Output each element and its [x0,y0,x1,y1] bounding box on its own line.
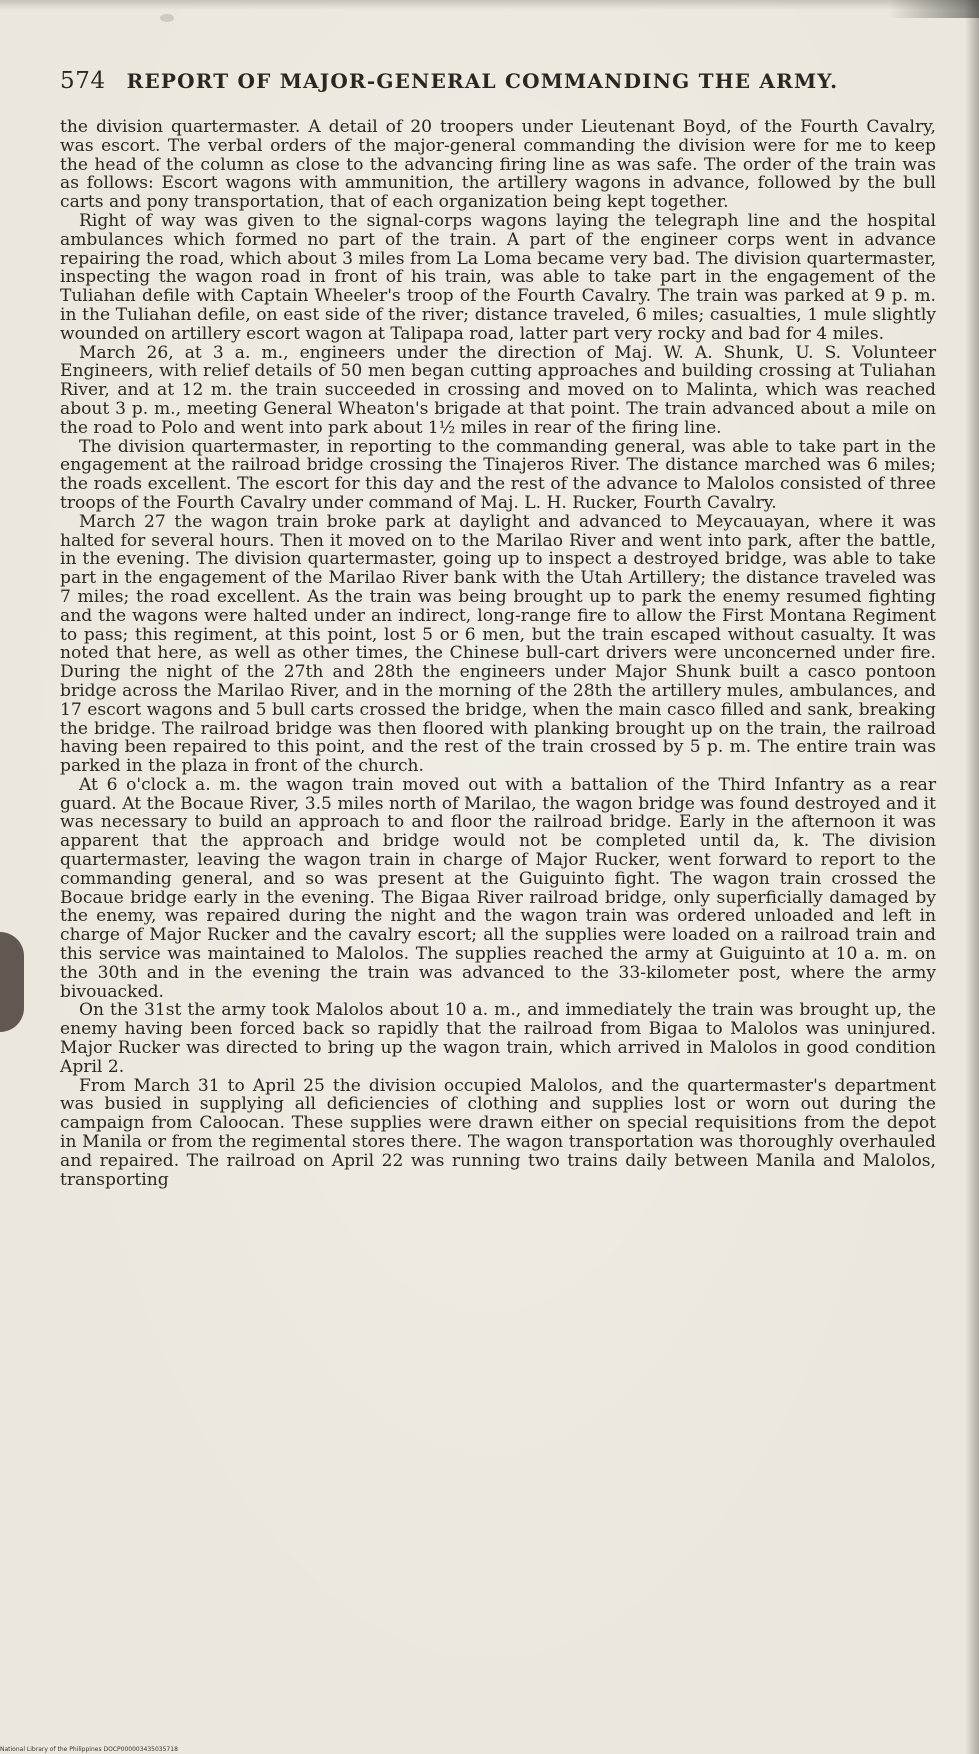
paragraph-4: The division quartermaster, in reporting to the commanding general, was able to take part in the engagement at the railroad bridge crossing the Tinajeros River. The distance marched was 6 miles; the roads excellent. The escort for this day and the rest of the advance to Malolos consisted of three troops of the Fourth Cavalry under command of Maj. L. H. Rucker, Fourth Cavalry. [60,436,936,513]
running-title: REPORT OF MAJOR-GENERAL COMMANDING THE ARMY. [126,69,839,93]
paragraph-2: Right of way was given to the signal-corps wagons laying the telegraph line and the hospital ambulances which formed no part of the train. A part of the engineer corps went in advance repairing the road, which about 3 miles from La Loma became very bad. The division quartermaster, inspecting the wagon road in front of his train, was able to take part in the engagement of the Tuliahan defile with Captain Wheeler's troop of the Fourth Cavalry. The train was parked at 9 p. m. in the Tuliahan defile, on east side of the river; distance traveled, 6 miles; casualties, 1 mule slightly wounded on artillery escort wagon at Talipapa road, latter part very rocky and bad for 4 miles. [60,210,936,344]
paragraph-8: From March 31 to April 25 the division occupied Malolos, and the quartermaster's department was busied in supplying all deficiencies of clothing and supplies lost or worn out during the campaign from Caloocan. These supplies were drawn either on special requisitions from the depot in Manila or from the regimental stores there. The wagon transportation was thoroughly overhauled and repaired. The railroad on April 22 was running two trains daily between Manila and Malolos, transporting [60,1075,936,1190]
paragraph-5: March 27 the wagon train broke park at daylight and advanced to Meycauayan, where it was halted for several hours. Then it moved on to the Marilao River and went into park, after the battle, in the evening. The division quartermaster, going up to inspect a destroyed bridge, was able to take part in the engagement of the Marilao River bank with the Utah Artillery; the distance traveled was 7 miles; the road excellent. As the train was being brought up to park the enemy resumed fighting and the wagons were halted under an indirect, long-range fire to allow the First Montana Regiment to pass; this regiment, at this point, lost 5 or 6 men, but the train escaped without casualty. It was noted that here, as well as other times, the Chinese bull-cart drivers were unconcerned under fire. During the night of the 27th and 28th the engineers under Major Shunk built a casco pontoon bridge across the Marilao River, and in the morning of the 28th the artillery mules, ambulances, and 17 escort wagons and 5 bull carts crossed the bridge, when the main casco filled and sank, breaking the bridge. The railroad bridge was then floored with planking brought up on the train, the railroad having been repaired to this point, and the rest of the train crossed by 5 p. m. The entire train was parked in the plaza in front of the church. [60,511,936,777]
page-number: 574 [60,68,106,94]
library-imprint: National Library of the Philippines DOCP000003435035718 [0,1746,178,1753]
paragraph-7: On the 31st the army took Malolos about 10 a. m., and immediately the train was brought up, the enemy having been forced back so rapidly that the railroad from Bigaa to Malolos was uninjured. Major Rucker was directed to bring up the wagon train, which arrived in Malolos in good condition April 2. [60,1000,936,1077]
paragraph-6: At 6 o'clock a. m. the wagon train moved out with a battalion of the Third Infantry as a rear guard. At the Bocaue River, 3.5 miles north of Marilao, the wagon bridge was found destroyed and it was necessary to build an approach to and floor the railroad bridge. Early in the afternoon it was apparent that the approach and bridge would not be completed until da, k. The division quartermaster, leaving the wagon train in charge of Major Rucker, went forward to report to the commanding general, and so was present at the Guiguinto fight. The wagon train crossed the Bocaue bridge early in the evening. The Bigaa River railroad bridge, only superficially damaged by the enemy, was repaired during the night and the wagon train was ordered unloaded and left in charge of Major Rucker and the cavalry escort; all the supplies were loaded on a railroad train and this service was maintained to Malolos. The supplies reached the army at Guiguinto at 10 a. m. on the 30th and in the evening the train was advanced to the 33-kilometer post, where the army bivouacked. [60,774,936,1002]
page-right-shadow [965,0,979,1754]
paragraph-3: March 26, at 3 a. m., engineers under the direction of Maj. W. A. Shunk, U. S. Volunteer Engineers, with relief details of 50 men began cutting approaches and building crossing at Tuliahan River, and at 12 m. the train succeeded in crossing and moved on to Malinta, which was reached about 3 p. m., meeting General Wheaton's brigade at that point. The train advanced about a mile on the road to Polo and went into park about 1½ miles in rear of the firing line. [60,342,936,438]
paragraph-1: the division quartermaster. A detail of 20 troopers under Lieutenant Boyd, of the Fourth Cavalry, was escort. The verbal orders of the major-general commanding the division were for me to keep the head of the column as close to the advancing firing line as was safe. The order of the train was as follows: Escort wagons with ammunition, the artillery wagons in advance, followed by the bull carts and pony transportation, that of each organization being kept together. [60,117,936,213]
page-top-shadow [0,0,979,10]
running-header [60,68,930,94]
paper-spot [160,14,174,22]
report-body [60,118,936,1189]
binding-blot [0,932,24,1032]
